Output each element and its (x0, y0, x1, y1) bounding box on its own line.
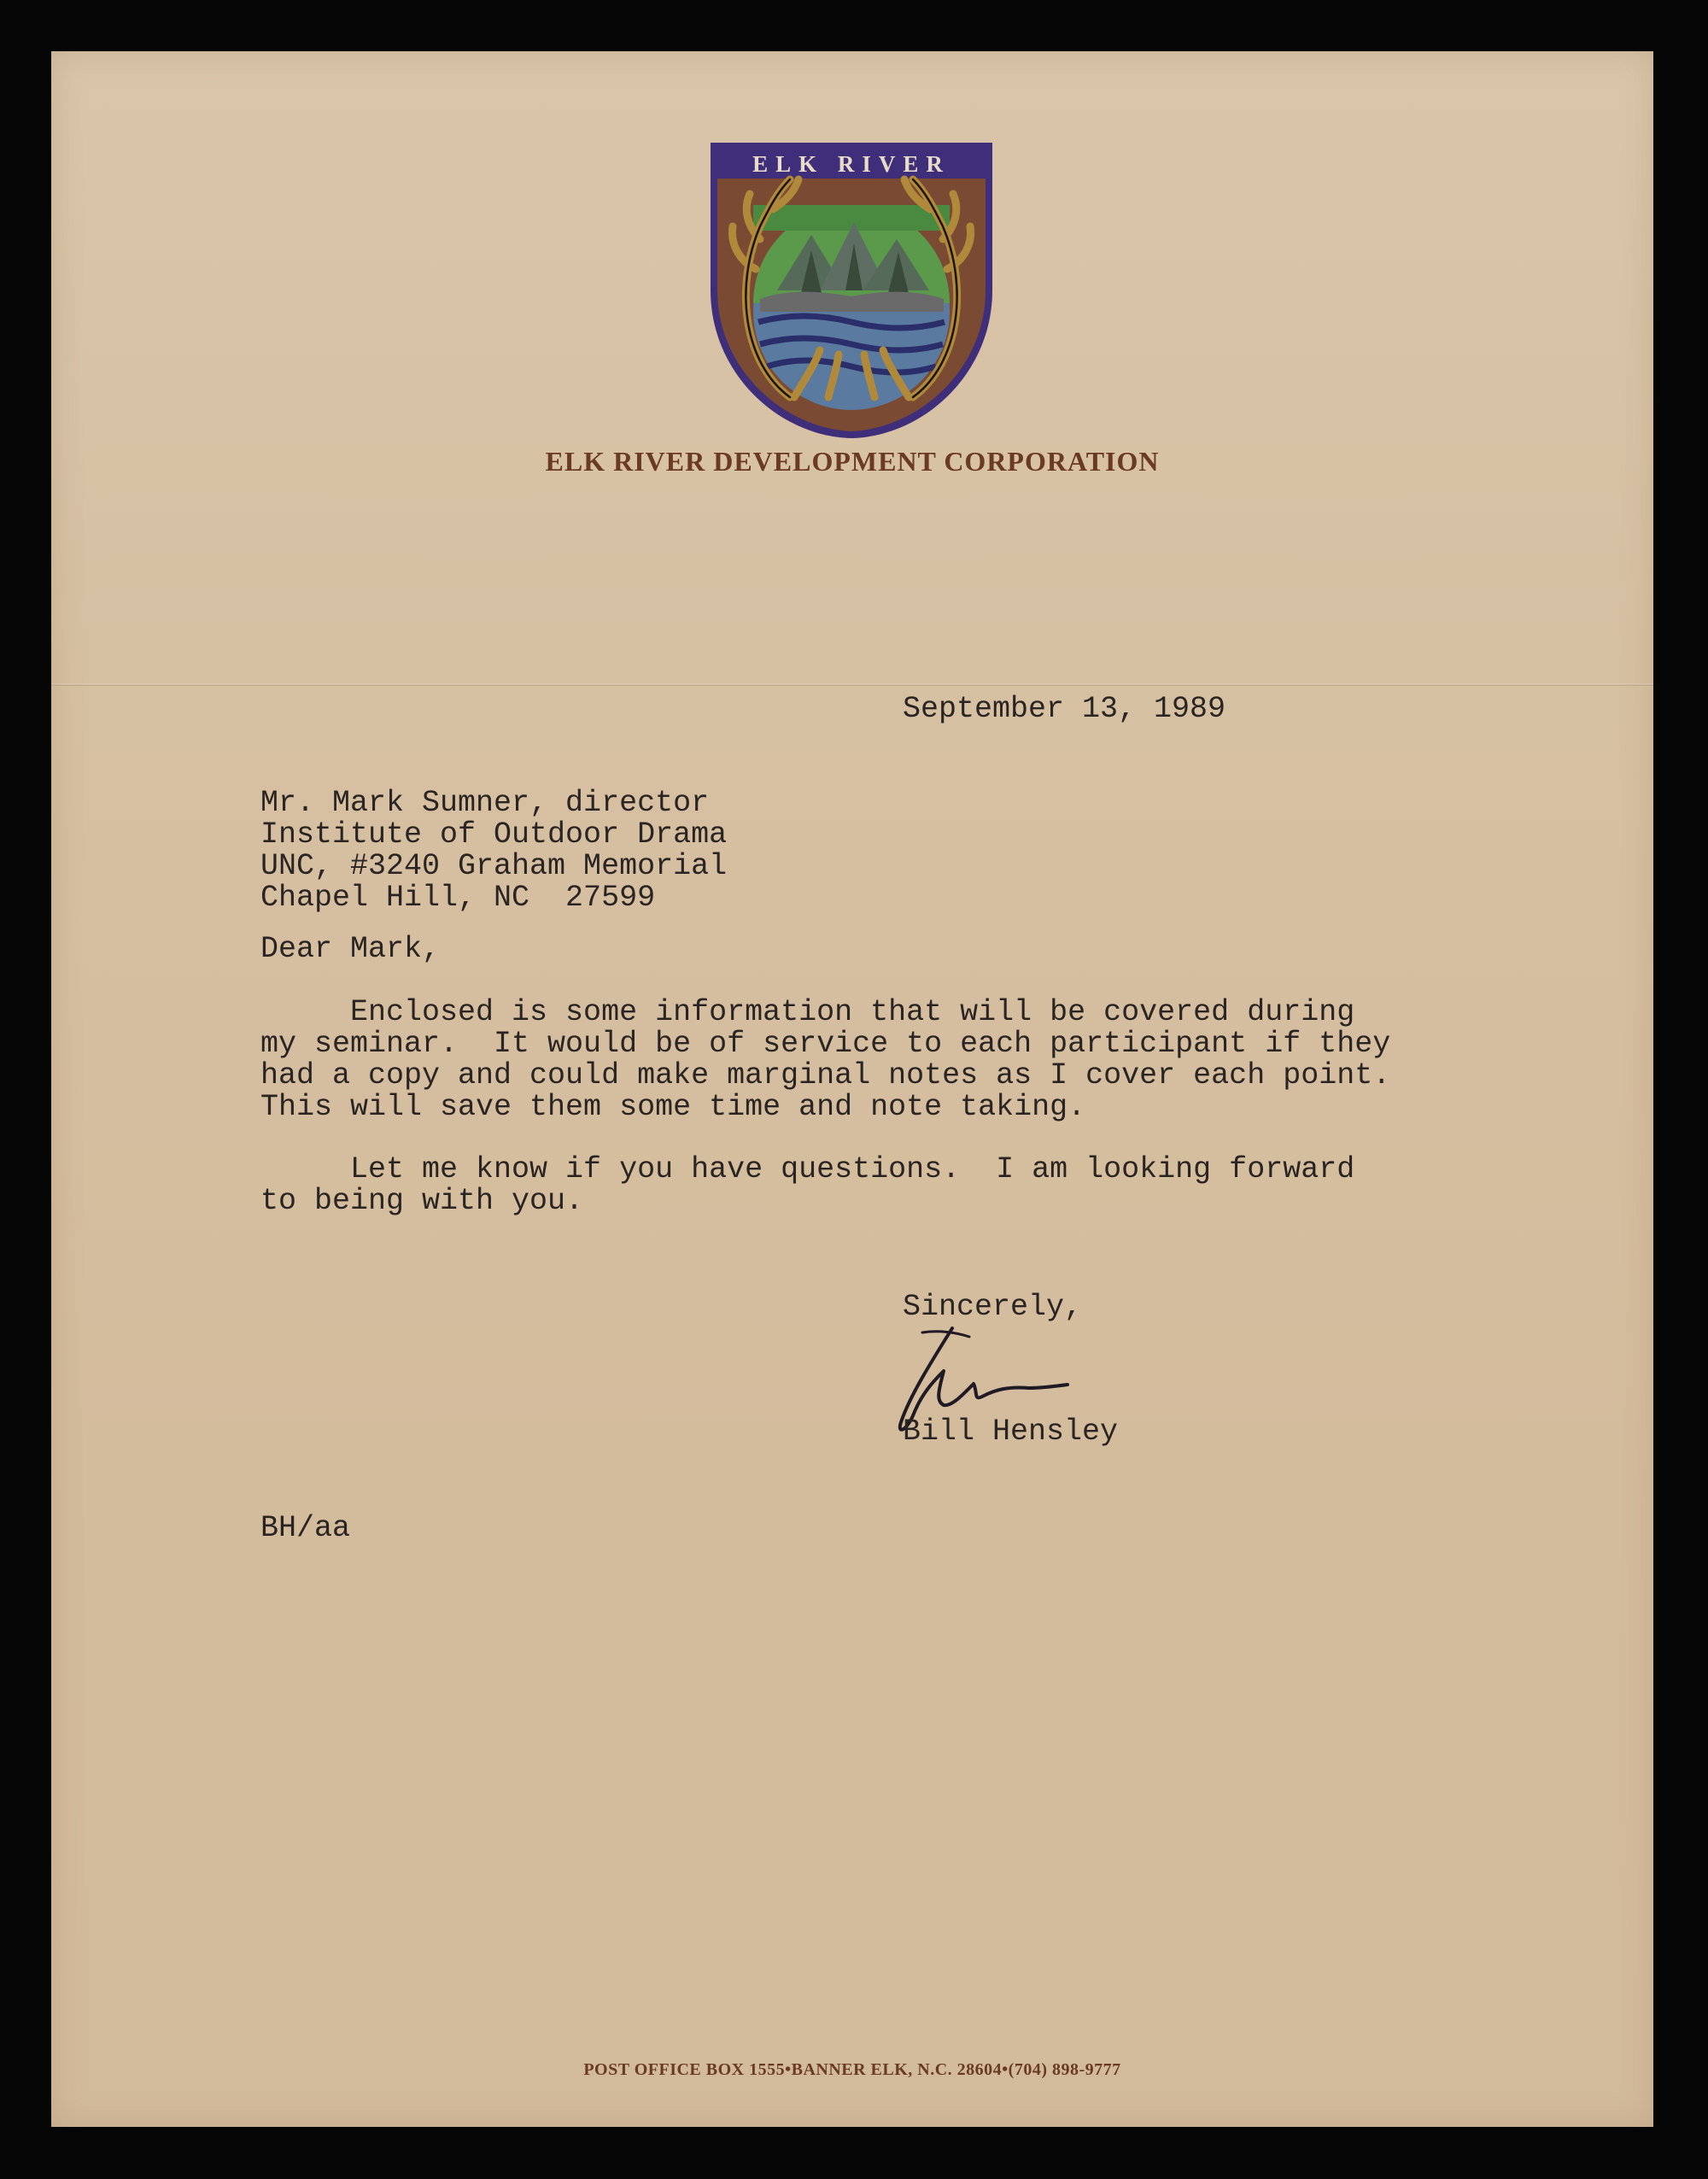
recipient-line: Institute of Outdoor Drama (260, 817, 728, 852)
body-line: Let me know if you have questions. I am looking forward (260, 1152, 1355, 1186)
footer-address: POST OFFICE BOX 1555•BANNER ELK, N.C. 28604•(704) 898-9777 (583, 2060, 1121, 2079)
signer-name: Bill Hensley (903, 1415, 1119, 1449)
reference-initials: BH/aa (260, 1511, 351, 1545)
logo-text: ELK RIVER (752, 151, 951, 177)
recipient-line: Chapel Hill, NC 27599 (260, 881, 656, 915)
letter-paper (51, 51, 1653, 2127)
closing: Sincerely, (903, 1290, 1083, 1324)
salutation: Dear Mark, (260, 932, 441, 966)
recipient-line: Mr. Mark Sumner, director (260, 786, 710, 820)
company-name: ELK RIVER DEVELOPMENT CORPORATION (545, 446, 1160, 477)
body-line: had a copy and could make marginal notes as I cover each point. (260, 1058, 1391, 1092)
recipient-address (260, 788, 727, 914)
body-line: Enclosed is some information that will be covered during (260, 995, 1355, 1029)
elk-river-logo (709, 141, 994, 440)
body-line: to being with you. (260, 1184, 584, 1218)
body-paragraph-2 (260, 1154, 1354, 1217)
recipient-line: UNC, #3240 Graham Memorial (260, 849, 728, 883)
body-line: my seminar. It would be of service to each participant if they (260, 1027, 1391, 1061)
letter-date: September 13, 1989 (903, 692, 1226, 726)
paper-fold (51, 683, 1653, 686)
body-paragraph-1 (260, 997, 1390, 1123)
body-line: This will save them some time and note taking. (260, 1090, 1086, 1124)
